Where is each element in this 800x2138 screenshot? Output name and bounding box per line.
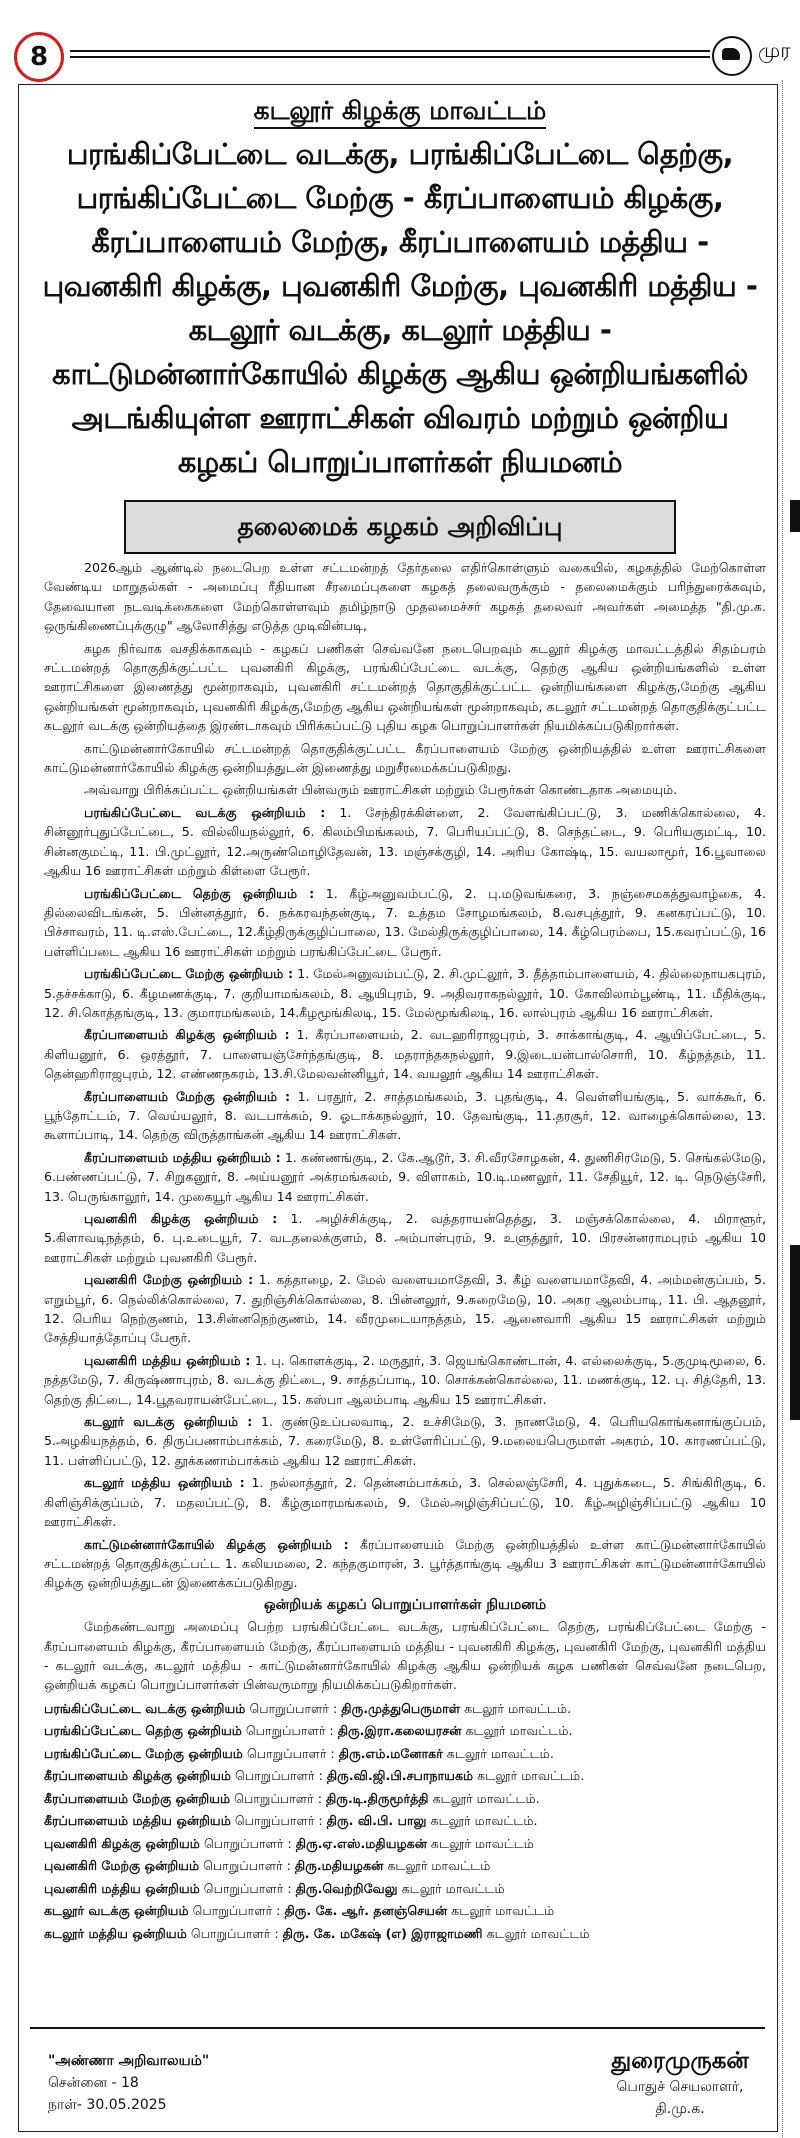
responsible-entry bbox=[44, 1855, 766, 1878]
union-villages: 1. அழிச்சிக்குடி, 2. வத்தராயன்தெத்து, 3. மஞ்சக்கொல்லை, 4. மிராளூர், 5.கிளாவடிநத்தம், 6. பு.உடையூர், 7. வடதலைக்குளம், 8. அம்பாள்புரம், 9. உளுத்தூர், 10. பிரசன்னராமபுரம் ஆகிய 10 ஊராட்சிகள் மற்றும் புவனகிரி பேரூர். bbox=[44, 1211, 766, 1265]
role-label: பொறுப்பாளர் : bbox=[231, 1768, 327, 1784]
union-villages: 1. மேல்அனுவம்பட்டு, 2. சி.முட்லூர், 3. தீத்தாம்பாளையம், 4. தில்லைநாயகபுரம், 5.தச்சக்காடு, 6. கீழமணக்குடி, 7. குறியாமங்கலம், 8. ஆயிபுரம், 9. அதிவராகநல்லூர், 10. கோவிலாம்பூண்டி, 11. மீதிக்குடி, 12. சி.கொத்தங்குடி, 13. குமாரமங்கலம், 14.கீழமூங்கிலடி, 15. மேல்மூங்கிலடி, 16. லால்புரம் ஆகிய 16 ஊராட்சிகள். bbox=[44, 966, 766, 1020]
headline-line: காட்டுமன்னார்கோயில் கிழக்கு ஆகிய ஒன்றியங்களில் bbox=[52, 357, 748, 391]
page-header bbox=[0, 28, 800, 80]
district-name: கடலூர் மாவட்டம் bbox=[397, 1880, 505, 1896]
district-name: கடலூர் மாவட்டம். bbox=[426, 1813, 538, 1829]
headline-line: கீரப்பாளையம் மேற்கு, கீரப்பாளையம் மத்திய - bbox=[91, 225, 709, 259]
responsible-entry bbox=[44, 1833, 766, 1856]
person-name: திரு.வி.ஜி.பி.சபாநாயகம் bbox=[326, 1768, 474, 1784]
union-name: கீரப்பாளையம் மத்திய ஒன்றியம் bbox=[44, 1813, 231, 1829]
union-name: கடலூர் வடக்கு ஒன்றியம் bbox=[44, 1903, 189, 1919]
union-name: கடலூர் மத்திய ஒன்றியம் bbox=[44, 1925, 187, 1941]
person-name: திரு.மதியழகன் bbox=[294, 1858, 384, 1874]
district-name: கடலூர் மாவட்டம். bbox=[460, 1700, 572, 1716]
role-label: பொறுப்பாளர் : bbox=[241, 1723, 338, 1739]
district-name: கடலூர் மாவட்டம். bbox=[461, 1723, 573, 1739]
notice-date: நாள்- 30.05.2025 bbox=[48, 2097, 167, 2113]
intro-paragraph: காட்டுமன்னார்கோயில் சட்டமன்றத் தொகுதிக்குட்பட்ட கீரப்பாளையம் மேற்கு ஒன்றியத்தில் உள்ள ஊராட்சிகளை காட்டுமன்னார்கோயில் கிழக்கு ஒன்றியத்துடன் இணைத்து மறுசீரமைக்கப்படுகிறது. bbox=[44, 740, 766, 776]
intro-paragraph: கழக நிர்வாக வசதிக்காகவும் - கழகப் பணிகள் செவ்வனே நடைபெறவும் கடலூர் கிழக்கு மாவட்டத்தில் சிதம்பரம் சட்டமன்றத் தொகுதிக்குட்பட்ட புவனகிரி கிழக்கு, பரங்கிப்பேட்டை வடக்கு, தெற்கு ஆகிய ஒன்றியங்களில் உள்ள ஊராட்சிகளை இணைத்து மூன்றாகவும், புவனகிரி சட்டமன்றத் தொகுதிக்குட்பட்ட ஒன்றியங்களை கிழக்கு,மேற்கு ஆகிய ஒன்றியங்கள் மூன்றாகவும், புவனகிரி கிழக்கு,மேற்கு ஆகிய ஒன்றியங்கள் மூன்றாகவும், கடலூர் சட்டமன்றத் தொகுதிக்குட்பட்ட கடலூர் வடக்கு ஒன்றியத்தை இரண்டாகவும் பிரிக்கப்பட்டு புதிய கழக பொறுப்பாளர்கள் நியமிக்கப்படுகிறார்கள். bbox=[44, 640, 766, 734]
role-label: பொறுப்பாளர் : bbox=[245, 1700, 342, 1716]
responsible-entry bbox=[44, 1788, 766, 1811]
role-label: பொறுப்பாளர் : bbox=[199, 1835, 296, 1851]
headline-line: கழகப் பொறுப்பாளர்கள் நியமனம் bbox=[177, 445, 623, 479]
role-label: பொறுப்பாளர் : bbox=[186, 1925, 283, 1941]
person-name: திரு.முத்துபெருமாள் bbox=[341, 1700, 461, 1716]
responsible-entry bbox=[44, 1765, 766, 1788]
union-villages: 1. கத்தாழை, 2. மேல் வளையமாதேவி, 3. கீழ் வளையமாதேவி, 4. அம்மன்குப்பம், 5. எறும்பூர், 6. நெல்லிக்கொல்லை, 7. துறிஞ்சிக்கொல்லை, 8. பின்னலூர், 9.சுறைமேடு, 10. அகர ஆலம்பாடி, 11. பி. ஆதனூர், 12. பெரிய நெற்குணம், 13.சின்னநெற்குணம், 14. வீரமுடையாநத்தம், 15. ஆனைவாரி ஆகிய 15 ஊராட்சிகள் மற்றும் சேத்தியாத்தோப்பு பேரூர். bbox=[44, 1272, 766, 1346]
headline bbox=[40, 132, 760, 484]
union-label: கீரப்பாளையம் கிழக்கு ஒன்றியம் : bbox=[84, 1027, 290, 1043]
place-name: "அண்ணா அறிவாலயம்" bbox=[48, 2053, 210, 2069]
adjacent-column-fragment bbox=[790, 500, 800, 532]
union-label: கீரப்பாளையம் மத்திய ஒன்றியம் : bbox=[84, 1149, 281, 1165]
union-villages: 1. கீரப்பாளையம், 2. வடஹரிராஜபுரம், 3. சாக்காங்குடி, 4. ஆயிப்பேட்டை, 5. கிளியனூர், 6. ஒரத்தூர், 7. பாளையஞ்சேர்ந்தங்குடி, 8. மதராந்தகநல்லூர், 9.இடையன்பால்சொரி, 10. கீழ்நத்தம், 11. தென்ஹரிராஜபுரம், 12. எண்ணநகரம், 13.சி.மேலவன்னியூர், 14. வயலூர் ஆகிய 14 ஊராட்சிகள். bbox=[44, 1027, 767, 1082]
footer-place-block bbox=[48, 2050, 209, 2116]
union-label: கீரப்பாளையம் மேற்கு ஒன்றியம் : bbox=[84, 1088, 291, 1104]
union-villages: 1. பரதூர், 2. சாத்தமங்கலம், 3. புதங்குடி, 4. வெள்ளியங்குடி, 5. வாக்கூர், 6. பூந்தோட்டம், 7. வெய்யலூர், 8. வடபாக்கம், 9. ஓடாக்கநல்லூர், 10. தேவங்குடி, 11.தரசூர், 12. வாழைக்கொல்லை, 13. கூளாப்பாடி, 14. தெற்கு விருத்தாங்கன் ஆகிய 14 ஊராட்சிகள். bbox=[44, 1088, 766, 1143]
page-number: 8 bbox=[14, 32, 64, 82]
union-paragraph bbox=[44, 1148, 766, 1206]
responsible-entry bbox=[44, 1900, 766, 1923]
union-paragraph bbox=[44, 964, 766, 1022]
union-label: பரங்கிப்பேட்டை மேற்கு ஒன்றியம் : bbox=[84, 966, 294, 982]
footer-rule bbox=[30, 2027, 765, 2029]
role-label: பொறுப்பாளர் : bbox=[199, 1858, 295, 1874]
district-title-text: கடலூர் கிழக்கு மாவட்டம் bbox=[254, 96, 547, 129]
signatory-name: துரைமுருகன் bbox=[611, 2048, 749, 2074]
headline-line: பரங்கிப்பேட்டை மேற்கு - கீரப்பாளையம் கிழக்கு, bbox=[76, 181, 724, 215]
union-paragraph bbox=[44, 1087, 766, 1145]
party-name: தி.மு.க. bbox=[655, 2101, 705, 2117]
union-label: புவனகிரி கிழக்கு ஒன்றியம் : bbox=[84, 1211, 278, 1226]
union-paragraph bbox=[44, 1473, 766, 1531]
adjacent-column-fragment bbox=[790, 1245, 800, 1420]
header-rule bbox=[70, 50, 710, 52]
union-name: கீரப்பாளையம் மேற்கு ஒன்றியம் bbox=[44, 1790, 231, 1806]
responsible-entry bbox=[44, 1698, 766, 1721]
person-name: திரு.வெற்றிவேலு bbox=[295, 1880, 398, 1896]
party-logo-icon bbox=[712, 36, 752, 76]
masthead-fragment: முர bbox=[758, 38, 791, 62]
union-paragraph bbox=[44, 884, 766, 962]
person-name: திரு.டி.திருமூர்த்தி bbox=[325, 1790, 429, 1806]
union-label: கடலூர் மத்திய ஒன்றியம் : bbox=[84, 1475, 245, 1491]
union-name: பரங்கிப்பேட்டை தெற்கு ஒன்றியம் bbox=[44, 1723, 242, 1739]
union-villages: 1. கீழ்அனுவம்பட்டு, 2. பு.மடுவங்கரை, 3. நஞ்சைமகத்துவாழ்கை, 4. தில்லைவிடங்கன், 5. பின்னத்தூர், 6. நக்கரவந்தன்குடி, 7. உத்தம சோழமங்கலம், 8.வசபுத்தூர், 9. கனகரப்பட்டு, 10. பிச்சாவரம், 11. டி.எஸ்.பேட்டை, 12.கீழ்திருக்குழிப்பாலை, 13. மேல்திருக்குழிப்பாலை, 14. கீழ்பெரம்பை, 15.கவரப்பட்டு, 16 பள்ளிப்படை ஆகிய 16 ஊராட்சிகள் மற்றும் பரங்கிப்பேட்டை பேரூர். bbox=[44, 885, 766, 959]
person-name: திரு.இரா.கலையரசன் bbox=[337, 1723, 462, 1739]
union-name: புவனகிரி கிழக்கு ஒன்றியம் bbox=[44, 1835, 200, 1851]
person-name: திரு. வி.பி. பாலு bbox=[326, 1813, 427, 1829]
person-name: திரு.ஏ.எஸ்.மதியழகன் bbox=[295, 1835, 427, 1851]
district-title bbox=[0, 96, 800, 129]
district-name: கடலூர் மாவட்டம் bbox=[383, 1858, 491, 1874]
headline-line: பரங்கிப்பேட்டை வடக்கு, பரங்கிப்பேட்டை தெற்கு, bbox=[66, 137, 734, 171]
role-label: பொறுப்பாளர் : bbox=[188, 1903, 285, 1919]
role-label: பொறுப்பாளர் : bbox=[199, 1880, 296, 1896]
union-name: பரங்கிப்பேட்டை வடக்கு ஒன்றியம் bbox=[44, 1700, 246, 1716]
union-paragraph bbox=[44, 1209, 766, 1267]
district-name: கடலூர் மாவட்டம் bbox=[426, 1835, 534, 1851]
district-name: கடலூர் மாவட்டம் bbox=[482, 1925, 590, 1941]
union-label: பரங்கிப்பேட்டை தெற்கு ஒன்றியம் : bbox=[84, 885, 315, 901]
union-villages: 1. குண்டுஉப்பலவாடி, 2. உச்சிமேடு, 3. நாணமேடு, 4. பெரியகொங்கனாங்குப்பம், 5.அழகியநத்தம், 6. திருப்பணாம்பாக்கம், 7. கரைமேடு, 8. உள்ளேரிப்பட்டு, 9.மலையபெருமாள் அகரம், 10. காரணப்பட்டு, 11. பள்ளிப்பட்டு, 12. தூக்கணாம்பாக்கம் ஆகிய 12 ஊராட்சிகள். bbox=[44, 1414, 766, 1468]
union-name: பரங்கிப்பேட்டை மேற்கு ஒன்றியம் bbox=[44, 1745, 243, 1761]
intro-paragraph: 2026ஆம் ஆண்டில் நடைபெற உள்ள சட்டமன்றத் தேர்தலை எதிர்கொள்ளும் வகையில், கழகத்தில் மேற்கொள்ள வேண்டிய மாறுதல்கள் - அமைப்பு ரீதியான சீரமைப்புகளை கழகத் தலைவருக்கும் - தலைமைக்கும் பரிந்துரைக்கவும், தேவையான நடவடிக்கைகளை மேற்கொள்ளவும் தமிழ்நாடு முதலமைச்சர் கழகத் தலைவர் அவர்கள் அமைத்த "தி.மு.க. ஒருங்கிணைப்புக்குழு" ஆலோசித்து எடுத்த முடிவின்படி, bbox=[44, 560, 766, 634]
responsible-entry bbox=[44, 1743, 766, 1766]
responsible-entry bbox=[44, 1810, 766, 1833]
union-label: புவனகிரி மத்திய ஒன்றியம் : bbox=[84, 1352, 251, 1368]
union-name: புவனகிரி மேற்கு ஒன்றியம் bbox=[44, 1858, 200, 1874]
union-paragraph bbox=[44, 1412, 766, 1470]
responsibles-intro: மேற்கண்டவாறு அமைப்பு பெற்ற பரங்கிப்பேட்டை வடக்கு, பரங்கிப்பேட்டை தெற்கு, பரங்கிப்பேட்டை மேற்கு - கீரப்பாளையம் கிழக்கு, கீரப்பாளையம் மேற்கு, கீரப்பாளையம் மத்திய - புவனகிரி கிழக்கு, புவனகிரி மேற்கு, புவனகிரி மத்திய - கடலூர் வடக்கு, கடலூர் மத்திய - காட்டுமன்னார்கோயில் கிழக்கு ஆகிய ஒன்றியக் கழக பணிகள் செவ்வனே நடைபெற, ஒன்றியக் கழகப் பொறுப்பாளர்கள் பின்வருமாறு நியமிக்கப்படுகிறார்கள். bbox=[44, 1619, 766, 1693]
role-label: பொறுப்பாளர் : bbox=[242, 1745, 339, 1761]
union-villages: 1. பு. கொளக்குடி, 2. மருதூர், 3. ஜெயங்கொண்டான், 4. எல்லைக்குடி, 5.குமுடிமூலை, 6. நத்தமேடு, 7. கிருஷ்ணாபுரம், 8. வடக்கு திட்டை, 9. சாத்தப்பாடி, 10. சொக்கன்கொல்லை, 11. மணக்குடி, 12. பு. சித்தேரி, 13. தெற்கு திட்டை, 14.பூதவராயன்பேட்டை, 15. கஸ்பா ஆலம்பாடி ஆகிய 15 ஊராட்சிகள். bbox=[44, 1352, 766, 1407]
announcement-banner: தலைமைக் கழகம் அறிவிப்பு bbox=[124, 500, 676, 554]
district-name: கடலூர் மாவட்டம். bbox=[442, 1745, 554, 1761]
adjacent-column-divider bbox=[782, 80, 800, 2138]
city-name: சென்னை - 18 bbox=[48, 2075, 139, 2091]
union-label: கடலூர் வடக்கு ஒன்றியம் : bbox=[84, 1414, 253, 1430]
signature-block bbox=[600, 2046, 760, 2120]
union-villages: 1. கண்ணங்குடி, 2. கே.ஆடூர், 3. சி.வீரசோழகன், 4. துணிசிரமேடு, 5. செங்கல்மேடு, 6.பண்ணப்பட்டு, 7. சிறுகனூர், 8. அய்யனூர் அக்ரமங்கலம், 9. விளாகம், 10.டி.மணலூர், 11. சேதியூர், 12. டி. நெடுஞ்சேரி, 13. பெருங்காலூர், 14. முகையூர் ஆகிய 14 ஊராட்சிகள். bbox=[44, 1149, 766, 1204]
notice-body bbox=[44, 558, 766, 1945]
person-name: திரு.எம்.மனோகர் bbox=[338, 1745, 443, 1761]
role-label: பொறுப்பாளர் : bbox=[230, 1790, 326, 1806]
responsibles-list bbox=[44, 1698, 766, 1946]
union-paragraph bbox=[44, 1270, 766, 1348]
union-paragraph bbox=[44, 1535, 766, 1593]
responsible-entry bbox=[44, 1923, 766, 1946]
person-name: திரு. கே. ஆர். தனஞ்செயன் bbox=[284, 1903, 448, 1919]
union-label: காட்டுமன்னார்கோயில் கிழக்கு ஒன்றியம் : bbox=[84, 1536, 349, 1552]
union-villages: 1. சேந்திரக்கிள்ளை, 2. வேளங்கிப்பட்டு, 3. மணிக்கொல்லை, 4. சின்னூர்புதுப்பேட்டை, 5. வில்லியநல்லூர், 6. கிலம்பிமங்கலம், 7. பெரியப்பட்டு, 8. செந்தட்டை, 9. பெரியகுமட்டி, 10. சின்னகுமட்டி, 11. பி.முட்லூர், 12.அருண்மொழிதேவன், 13. மஞ்சக்குழி, 14. அரிய கோஷ்டி, 15. வயலாமூர், 16.பூவாலை ஆகிய 16 ஊராட்சிகள் மற்றும் கிள்ளை பேரூர். bbox=[44, 804, 766, 879]
district-name: கடலூர் மாவட்டம். bbox=[473, 1768, 585, 1784]
responsible-entry bbox=[44, 1720, 766, 1743]
district-name: கடலூர் மாவட்டம் bbox=[447, 1903, 555, 1919]
union-label: புவனகிரி மேற்கு ஒன்றியம் : bbox=[84, 1272, 254, 1288]
headline-line: புவனகிரி கிழக்கு, புவனகிரி மேற்கு, புவனகிரி மத்திய - bbox=[42, 269, 758, 303]
intro-paragraph: அவ்வாறு பிரிக்கப்பட்ட ஒன்றியங்கள் பின்வரும் ஊராட்சிகள் மற்றும் பேரூர்கள் கொண்டதாக அமையும். bbox=[84, 782, 678, 798]
union-name: கீரப்பாளையம் கிழக்கு ஒன்றியம் bbox=[44, 1768, 232, 1784]
district-name: கடலூர் மாவட்டம். bbox=[428, 1790, 540, 1806]
responsibles-heading: ஒன்றியக் கழகப் பொறுப்பாளர்கள் நியமனம் bbox=[263, 1596, 547, 1613]
union-paragraph bbox=[44, 1025, 766, 1083]
union-label: பரங்கிப்பேட்டை வடக்கு ஒன்றியம் : bbox=[84, 804, 326, 820]
headline-line: கடலூர் வடக்கு, கடலூர் மத்திய - bbox=[188, 313, 612, 347]
union-paragraph bbox=[44, 803, 766, 881]
signatory-designation: பொதுச் செயலாளர், bbox=[616, 2079, 744, 2095]
headline-line: அடங்கியுள்ள ஊராட்சிகள் விவரம் மற்றும் ஒன்றிய bbox=[71, 401, 729, 435]
union-villages: 1. நல்லாத்தூர், 2. தென்னம்பாக்கம், 3. செல்லஞ்சேரி, 4. புதுக்கடை, 5. சிங்கிரிகுடி, 6. கிளிஞ்சிக்குப்பம், 7. மதலப்பட்டு, 8. கீழ்குமாரமங்கலம், 9. மேல்அழிஞ்சிப்பட்டு, 10. கீழ்அழிஞ்சிப்பட்டு ஆகிய 10 ஊராட்சிகள். bbox=[44, 1475, 767, 1530]
person-name: திரு. கே. மகேஷ் (எ) இராஜாமணி bbox=[282, 1925, 483, 1941]
union-paragraph bbox=[44, 1351, 766, 1409]
header-rule bbox=[70, 56, 710, 58]
role-label: பொறுப்பாளர் : bbox=[230, 1813, 327, 1829]
union-villages: கீரப்பாளையம் மேற்கு ஒன்றியத்தில் உள்ள காட்டுமன்னார்கோயில் சட்டமன்றத் தொகுதிக்குட்பட்ட 1. கலியமலை, 2. கந்தகுமாரன், 3. பூர்த்தாங்குடி ஆகிய 3 ஊராட்சிகள் காட்டுமன்னார்கோயில் கிழக்கு ஒன்றியத்துடன் இணைக்கப்படுகிறது. bbox=[44, 1536, 767, 1591]
union-name: புவனகிரி மத்திய ஒன்றியம் bbox=[44, 1880, 200, 1896]
responsible-entry bbox=[44, 1878, 766, 1901]
